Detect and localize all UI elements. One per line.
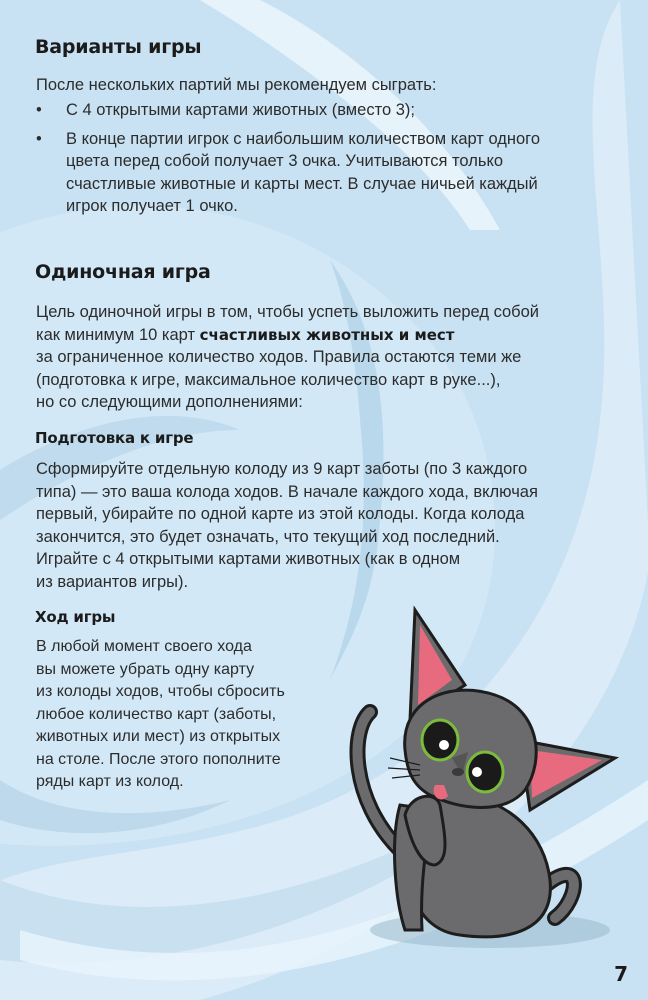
subsection-title-setup: Подготовка к игре — [35, 429, 194, 447]
kitten-illustration — [340, 600, 648, 1000]
solo-intro: Цель одиночной игры в том, чтобы успеть выложить перед собой как минимум 10 карт счастливых животных и мест за ограниченное количество ходов. Правила остаются теми же (подготовка к игре, максимальное количество карт в руке...), но со следующими дополнениями: — [36, 303, 540, 411]
variant-item: • В конце партии игрок с наибольшим количеством карт одного цвета перед собой получает 3 очка. Учитываются только счастливые животные и карты мест. В случае ничьей каждый игрок получает 1 очко. — [36, 129, 541, 215]
bullet-icon: • — [36, 129, 42, 148]
setup-text: Сформируйте отдельную колоду из 9 карт заботы (по 3 каждого типа) — это ваша колода ходов. В начале каждого хода, включая первый, убирайте по одной карте из этой колоды. Когда колода закончится, это будет означать, что текущий ход последний. Играйте с 4 открытыми картами животных (как в одном из вариантов игры). — [36, 460, 538, 591]
turn-text: В любой момент своего хода вы можете убрать одну карту из колоды ходов, чтобы сбросить любое количество карт (заботы, животных или мест) из открытых на столе. После этого пополните ряды карт из колод. — [36, 638, 285, 790]
emphasis-text: счастливых животных и мест — [199, 325, 455, 344]
bullet-icon: • — [36, 101, 42, 119]
section-title-variants: Варианты игры — [35, 36, 202, 58]
variant-item: • С 4 открытыми картами животных (вместо 3); — [36, 99, 540, 122]
section-title-solo: Одиночная игра — [35, 261, 211, 283]
variants-list — [36, 99, 540, 224]
subsection-title-turn: Ход игры — [35, 608, 116, 626]
variants-intro: После нескольких партий мы рекомендуем сыграть: — [36, 76, 437, 94]
page-number: 7 — [614, 962, 628, 986]
